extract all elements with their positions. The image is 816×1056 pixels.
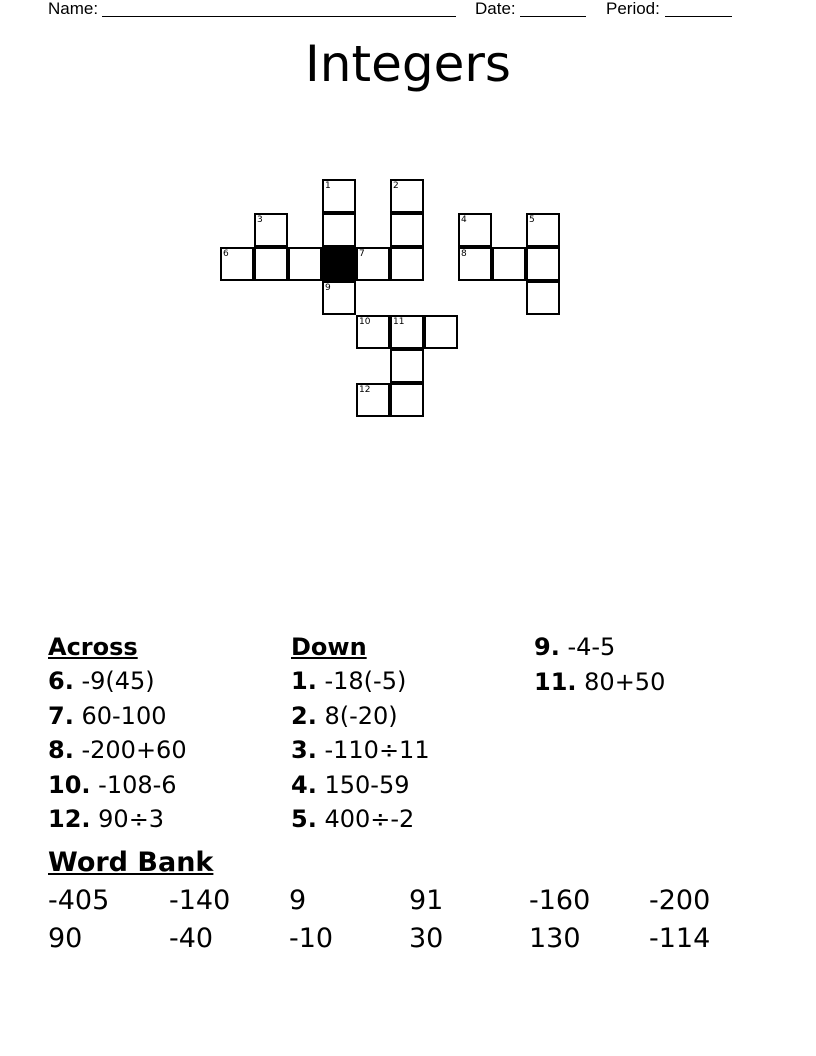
clue-number: 7. <box>48 701 74 730</box>
crossword-cell[interactable] <box>390 247 424 281</box>
crossword-cell[interactable] <box>424 315 458 349</box>
clue-number: 8. <box>48 736 74 764</box>
clue-number: 12. <box>48 805 91 833</box>
clue-number: 2. <box>291 701 317 730</box>
crossword-cell[interactable] <box>526 281 560 315</box>
clue-text: -110÷11 <box>324 736 430 764</box>
word-bank-item: 30 <box>409 923 444 954</box>
word-bank-item: 130 <box>529 923 581 954</box>
clue-number: 4. <box>291 770 317 799</box>
clue-text: -4-5 <box>567 633 616 661</box>
black-square <box>322 247 356 281</box>
crossword-cell[interactable] <box>322 179 356 213</box>
crossword-cell[interactable] <box>458 213 492 247</box>
clue-item <box>291 802 430 837</box>
word-bank-item: 9 <box>289 885 307 916</box>
word-bank-item: -10 <box>289 923 334 954</box>
clue-item <box>48 664 187 699</box>
crossword-cell[interactable] <box>220 247 254 281</box>
down-clues-continued <box>534 630 665 699</box>
clue-number: 4 <box>461 215 467 225</box>
clue-number: 3. <box>291 736 317 764</box>
clue-item <box>291 733 430 768</box>
clue-item <box>291 699 430 734</box>
crossword-cell[interactable] <box>390 179 424 213</box>
clue-text: 150-59 <box>324 770 410 799</box>
page-title: Integers <box>305 35 511 93</box>
clue-item <box>291 768 430 803</box>
clue-item <box>48 733 187 768</box>
down-clues <box>291 630 430 837</box>
crossword-cell[interactable] <box>254 247 288 281</box>
crossword-cell[interactable] <box>458 247 492 281</box>
crossword-cell[interactable] <box>390 213 424 247</box>
clue-item <box>291 664 430 699</box>
clue-text: 8(-20) <box>324 701 398 730</box>
crossword-cell[interactable] <box>390 349 424 383</box>
clue-text: 80+50 <box>584 667 666 696</box>
clue-number: 8 <box>461 249 467 259</box>
down-heading: Down <box>291 633 367 661</box>
clue-text: 60-100 <box>81 701 167 730</box>
clue-number: 5 <box>529 215 535 225</box>
word-bank-item: -200 <box>649 885 711 916</box>
clue-text: -200+60 <box>81 736 187 764</box>
word-bank-item: -40 <box>169 923 214 954</box>
clue-item <box>534 630 665 665</box>
clue-number: 9. <box>534 633 560 661</box>
crossword-cell[interactable] <box>356 247 390 281</box>
across-clues <box>48 630 187 837</box>
word-bank-title: Word Bank <box>48 847 214 878</box>
clue-number: 6 <box>223 249 229 259</box>
date-label: Date: <box>475 0 516 18</box>
clue-number: 6. <box>48 667 74 695</box>
clue-item <box>48 802 187 837</box>
word-bank-item: 91 <box>409 885 444 916</box>
crossword-cell[interactable] <box>390 383 424 417</box>
word-bank-item: -160 <box>529 885 591 916</box>
clue-number: 11 <box>393 317 405 327</box>
name-label: Name: <box>48 0 99 18</box>
clue-number: 3 <box>257 215 263 225</box>
crossword-cell[interactable] <box>492 247 526 281</box>
crossword-cell[interactable] <box>526 247 560 281</box>
clue-text: -18(-5) <box>324 667 407 695</box>
clue-text: -9(45) <box>81 667 155 695</box>
word-bank-item: -405 <box>48 885 110 916</box>
clue-item <box>534 665 665 700</box>
word-bank-item: -140 <box>169 885 231 916</box>
clue-text: 90÷3 <box>98 805 165 833</box>
clue-item <box>48 768 187 803</box>
across-heading: Across <box>48 633 138 661</box>
clue-text: 400÷-2 <box>324 805 415 833</box>
crossword-grid <box>0 0 816 440</box>
crossword-cell[interactable] <box>322 281 356 315</box>
clue-number: 2 <box>393 181 399 191</box>
clue-number: 10 <box>359 317 371 327</box>
word-bank-item: 90 <box>48 923 83 954</box>
crossword-cell[interactable] <box>356 383 390 417</box>
crossword-cell[interactable] <box>356 315 390 349</box>
crossword-cell[interactable] <box>322 213 356 247</box>
clue-number: 1 <box>325 181 331 191</box>
clue-text: -108-6 <box>98 770 177 799</box>
clue-number: 7 <box>359 249 365 259</box>
clue-number: 12 <box>359 385 371 395</box>
clue-number: 11. <box>534 667 577 696</box>
crossword-cell[interactable] <box>288 247 322 281</box>
clue-item <box>48 699 187 734</box>
clue-number: 5. <box>291 805 317 833</box>
crossword-cell[interactable] <box>526 213 560 247</box>
clue-number: 10. <box>48 770 91 799</box>
crossword-cell[interactable] <box>390 315 424 349</box>
word-bank-item: -114 <box>649 923 711 954</box>
period-label: Period: <box>606 0 660 18</box>
crossword-cell[interactable] <box>254 213 288 247</box>
clue-number: 1. <box>291 667 317 695</box>
clue-number: 9 <box>325 283 331 293</box>
